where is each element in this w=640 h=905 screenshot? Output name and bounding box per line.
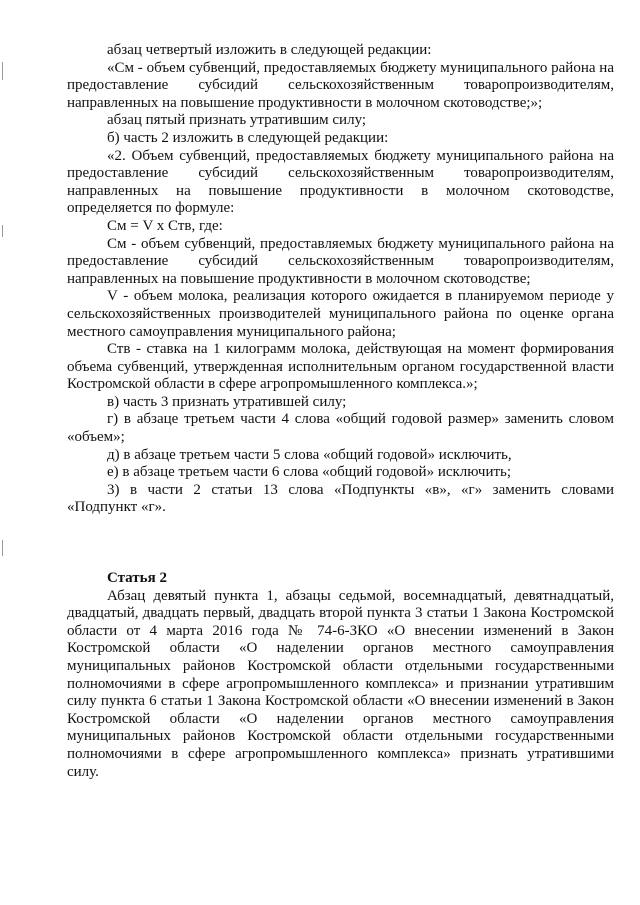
document-body: [67, 42, 614, 781]
paragraph-amendment-10: в) часть 3 признать утратившей силу;: [107, 393, 347, 410]
paragraph-amendment-12: д) в абзаце третьем части 5 слова «общий годовой» исключить,: [107, 446, 512, 463]
paragraph-amendment-4: б) часть 2 изложить в следующей редакции:: [107, 129, 389, 146]
paragraph-amendment-1: абзац четвертый изложить в следующей редакции:: [107, 42, 432, 58]
paragraph-amendment-11: г) в абзаце третьем части 4 слова «общий годовой размер» заменить словом «объем»;: [67, 411, 614, 446]
scan-margin-mark: [2, 62, 3, 80]
article-2-heading: Статья 2: [107, 570, 167, 587]
paragraph-amendment-8: V - объем молока, реализация которого ожидается в планируемом периоде у сельскохозяйственных производителей муниципального района по оценке органа местного самоуправления муниципального района;: [67, 288, 614, 340]
formula-line: См = V x Ств, где:: [107, 217, 223, 234]
paragraph-amendment-7: См - объем субвенций, предоставляемых бюджету муниципального района на предоставление субсидий сельскохозяйственным товаропроизводителям, направленных на повышение продуктивности в молочном скотоводстве;: [67, 235, 614, 287]
scan-margin-mark: [2, 540, 3, 556]
paragraph-amendment-2: «См - объем субвенций, предоставляемых бюджету муниципального района на предоставление субсидий сельскохозяйственным товаропроизводителям, направленных на повышение продуктивности в молочном скотоводстве;»;: [67, 59, 614, 111]
article-2-text: Абзац девятый пункта 1, абзацы седьмой, восемнадцатый, девятнадцатый, двадцатый, двадцать первый, двадцать второй пункта 3 статьи 1 Закона Костромской области от 4 марта 2016 года № 74-6-ЗКО «О внесении изменений в Закон Костромской области «О наделении органов местного самоуправления муниципальных районов Костромской области отдельными государственными полномочиями в сфере агропромышленного комплекса» и признании утратившим силу пункта 6 статьи 1 Закона Костромской области «О внесении изменений в Закон Костромской области «О наделении органов местного самоуправления муниципальных районов Костромской области отдельными государственными полномочиями в сфере агропромышленного комплекса» признать утратившими силу.: [67, 587, 614, 780]
paragraph-amendment-9: Ств - ставка на 1 килограмм молока, действующая на момент формирования объема субвенций, утвержденная исполнительным органом государственной власти Костромской области в сфере агропромышленного комплекса.»;: [67, 341, 614, 393]
section-gap: [67, 517, 614, 570]
paragraph-amendment-13: е) в абзаце третьем части 6 слова «общий годовой» исключить;: [107, 464, 512, 481]
paragraph-amendment-5: «2. Объем субвенций, предоставляемых бюджету муниципального района на предоставление субсидий сельскохозяйственным товаропроизводителям, направленных на повышение продуктивности в молочном скотоводстве, определяется по формуле:: [67, 147, 614, 217]
paragraph-amendment-3: абзац пятый признать утратившим силу;: [107, 112, 367, 129]
scan-margin-mark: [2, 225, 3, 237]
paragraph-amendment-14: 3) в части 2 статьи 13 слова «Подпункты «в», «г» заменить словами «Подпункт «г».: [67, 481, 614, 516]
